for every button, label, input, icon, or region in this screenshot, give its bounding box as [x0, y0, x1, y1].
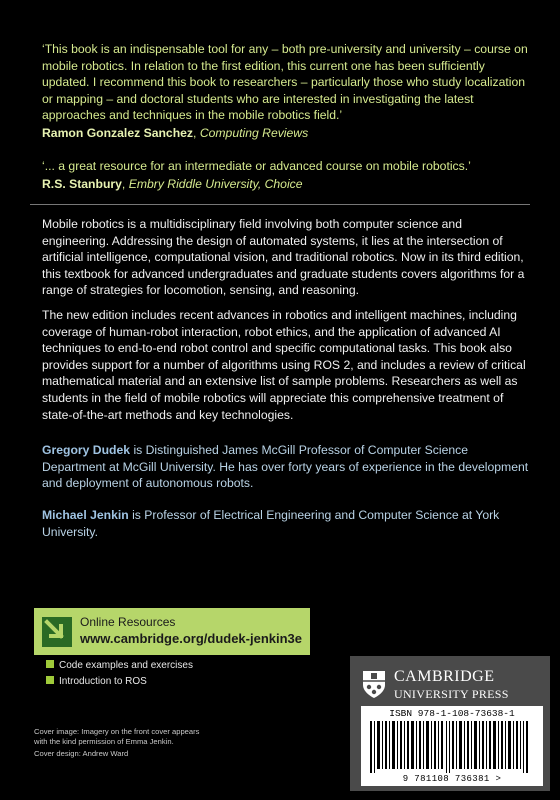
cover-design-credit: Cover design: Andrew Ward [34, 749, 129, 758]
quote-1-source: Computing Reviews [199, 125, 309, 140]
author-2-name: Michael Jenkin [42, 508, 129, 522]
quote-1 [42, 41, 532, 142]
author-2 [42, 507, 532, 540]
bullet-arrow-icon [46, 676, 54, 684]
isbn-text: ISBN 978-1-108-73638-1 [389, 708, 515, 719]
quote-2-source: Embry Riddle University, Choice [128, 176, 303, 191]
barcode-box [361, 706, 543, 786]
author-1-name: Gregory Dudek [42, 443, 131, 457]
resource-item [46, 676, 147, 687]
publisher-name-line2: UNIVERSITY PRESS [394, 687, 509, 701]
description-paragraph-2: The new edition includes recent advances in robotics and intelligent machines, including coverage of human-robot interaction, robot ethics, and the application of advanced AI techniques to end-to-end robot control and specific computational tasks. This book also provides support for a number of algorithms using ROS 2, and includes a review of critical mathematical material and an extensive list of sample problems. Researchers as well as students in the field of mobile robotics will appreciate this comprehensive treatment of state-of-the-art methods and key technologies. [42, 307, 526, 422]
author-1 [42, 442, 532, 492]
quote-2 [42, 158, 532, 192]
quote-1-text: ‘This book is an indispensable tool for any – both pre-university and university – course on mobile robotics. In relation to the first edition, this current one has been sufficiently updated. I recommend this book to researchers – particularly those who study localization or mapping – and doctoral students who are interested in investigating the latest approaches and techniques in the mobile robotics field.’ [42, 42, 528, 123]
description-paragraph-1: Mobile robotics is a multidisciplinary field involving both computer science and engineering. Addressing the design of automated systems, it lies at the intersection of artificial intelligence, computational vision, and traditional robotics. Now in its third edition, this textbook for advanced undergraduates and graduate students covers algorithms for a range of strategies for locomotion, sensing, and reasoning. [42, 217, 525, 298]
barcode-number: 9 781108 736381 > [402, 774, 502, 784]
online-resources-url[interactable]: www.cambridge.org/dudek-jenkin3e [80, 631, 303, 646]
quote-2-text: ‘... a great resource for an intermediate or advanced course on mobile robotics.’ [42, 159, 471, 173]
quote-1-author: Ramon Gonzalez Sanchez [42, 125, 194, 140]
barcode-icon [370, 721, 534, 773]
author-1-bio: is Distinguished James McGill Professor of Computer Science Department at McGill University. He has over forty years of experience in the development and deployment of autonomous robots. [42, 443, 529, 491]
quote-2-attribution: R.S. Stanbury, Embry Riddle University, Choice [42, 176, 303, 191]
section-divider [30, 204, 530, 205]
online-resources-title: Online Resources [80, 615, 176, 629]
arrow-icon [42, 617, 72, 647]
publisher-panel [350, 656, 550, 791]
online-resources-box [34, 608, 310, 694]
book-description [42, 216, 532, 431]
bullet-arrow-icon [46, 660, 54, 668]
cambridge-crest-icon [361, 669, 387, 699]
publisher-name-line1: CAMBRIDGE [394, 668, 495, 685]
online-resources-band [34, 608, 310, 655]
quote-2-author: R.S. Stanbury [42, 176, 122, 191]
resource-item-label: Code examples and exercises [59, 660, 193, 671]
author-2-bio: is Professor of Electrical Engineering and Computer Science at York University. [42, 508, 500, 539]
resource-item [46, 660, 193, 671]
resource-item-label: Introduction to ROS [59, 676, 147, 687]
quote-1-attribution: Ramon Gonzalez Sanchez, Computing Reviews [42, 125, 309, 140]
cover-image-credit: Cover image: Imagery on the front cover appears with the kind permission of Emma Jenkin. [34, 727, 200, 746]
